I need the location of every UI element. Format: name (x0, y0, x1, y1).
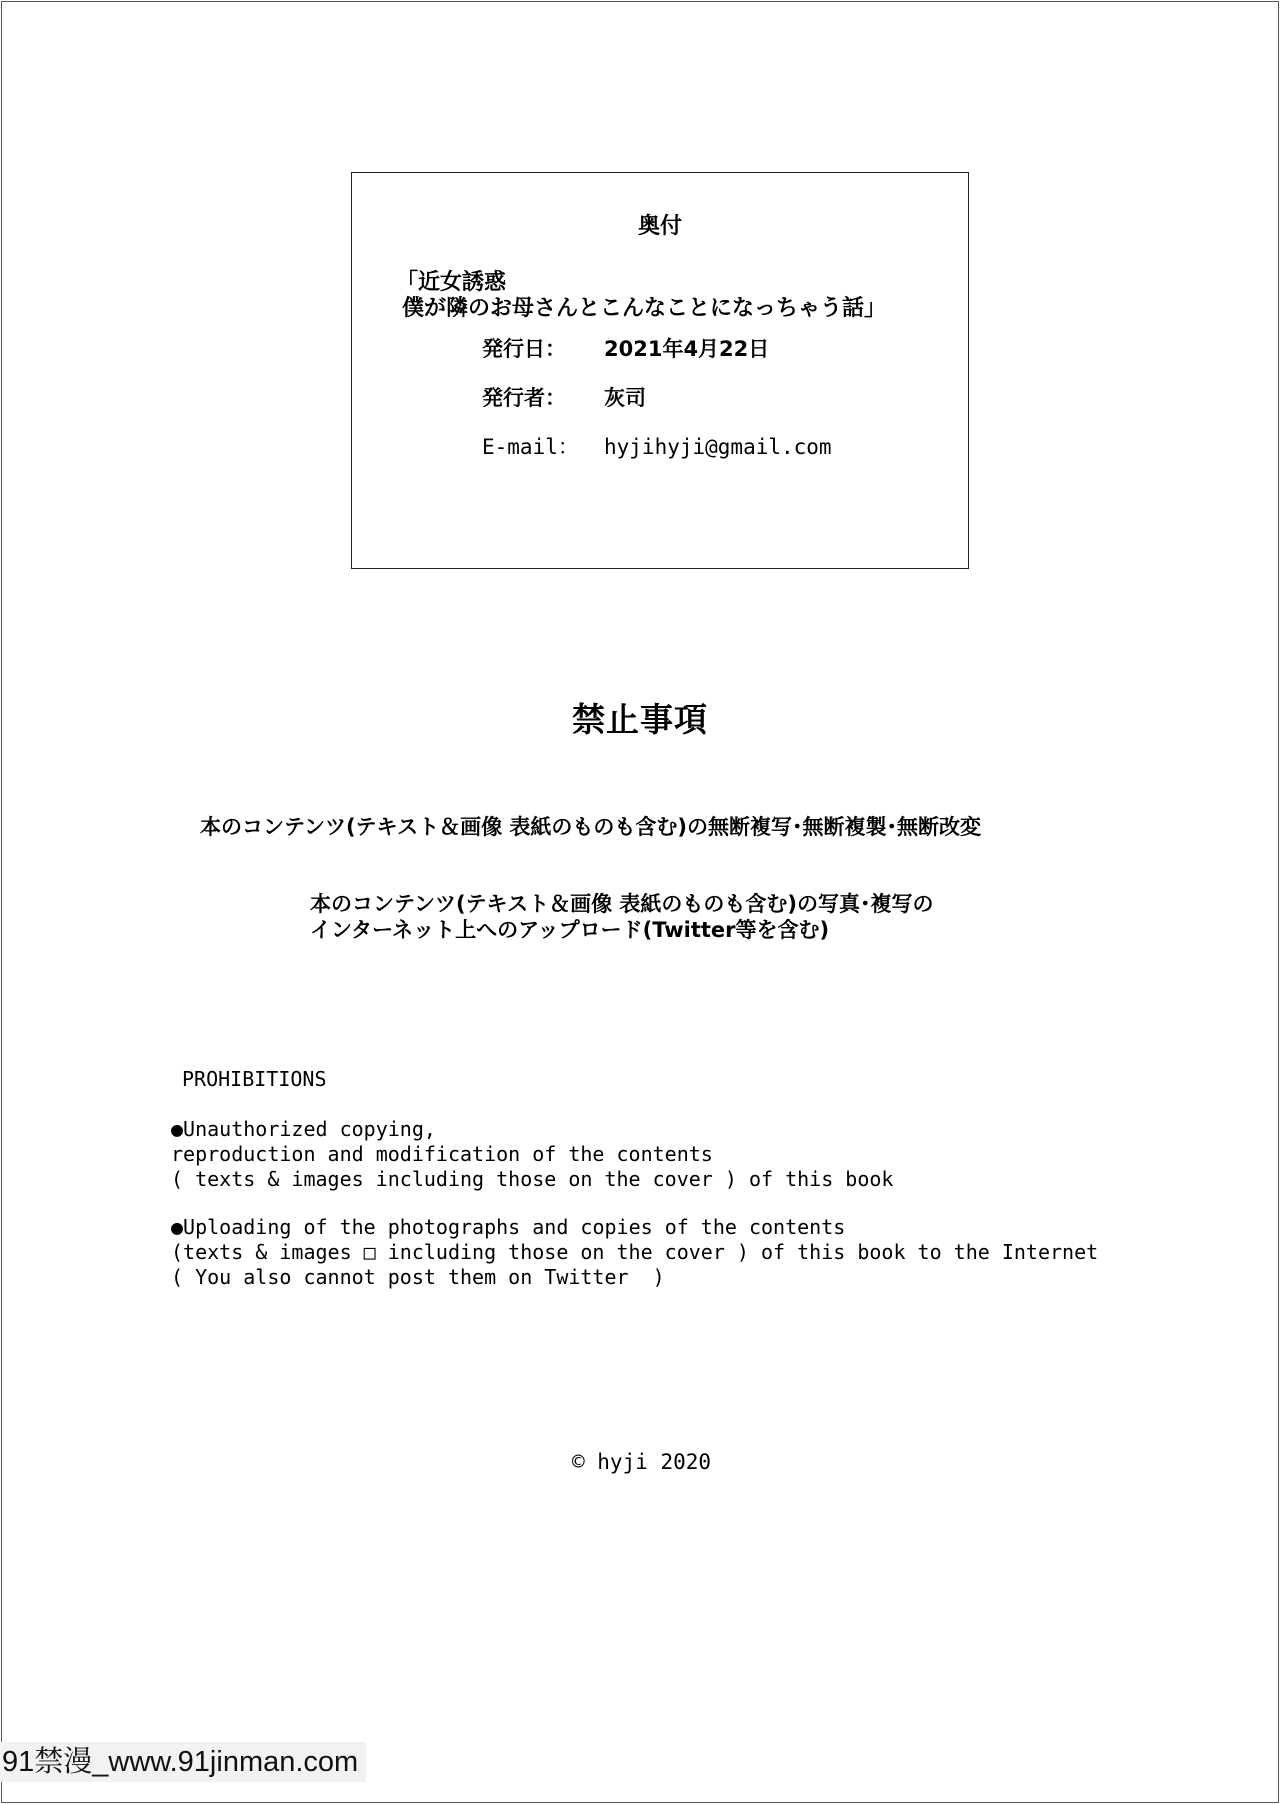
email-row (482, 431, 832, 461)
site-watermark: 91禁漫_www.91jinman.com (0, 1742, 366, 1782)
prohibition-en-item-1 (171, 1117, 893, 1192)
prohibition-en-item-2-line-1: Uploading of the photographs and copies of the contents (183, 1215, 846, 1239)
publish-date-value: 2021年4月22日 (604, 337, 770, 361)
colophon-box (351, 172, 969, 569)
prohibition-en-item-1-line-1: Unauthorized copying, (183, 1117, 436, 1141)
book-title-line-2: 僕が隣のお母さんとこんなことになっちゃう話」 (402, 296, 887, 321)
copyright: © hyji 2020 (572, 1450, 712, 1474)
book-title-line-1: 「近女誘惑 (396, 270, 507, 295)
prohibition-en-item-2 (171, 1215, 1098, 1290)
prohibitions-title-en: PROHIBITIONS (182, 1067, 327, 1091)
bullet-icon: ● (171, 1117, 184, 1141)
prohibition-jp-item-1: 本のコンテンツ(テキスト＆画像 表紙のものも含む)の無断複写･無断複製･無断改変 (200, 815, 982, 839)
publisher-label: 発行者： (482, 386, 566, 410)
prohibitions-title-jp: 禁止事項 (572, 700, 708, 739)
email-label: E-mail： (482, 435, 579, 459)
email-value: hyjihyji@gmail.com (604, 435, 832, 459)
publish-date-label: 発行日： (482, 337, 566, 361)
publisher-value: 灰司 (604, 386, 646, 410)
colophon-heading: 奥付 (637, 214, 682, 239)
prohibition-en-item-2-line-2: (texts & images □ including those on the cover ) of this book to the Internet (171, 1240, 1099, 1264)
prohibition-en-item-1-line-2: reproduction and modification of the contents (171, 1142, 713, 1166)
prohibition-en-item-2-line-3: ( You also cannot post them on Twitter ) (171, 1265, 665, 1289)
prohibition-jp-item-2-line-2: インターネット上へのアップロード(Twitter等を含む) (310, 918, 830, 942)
publish-date-row (482, 333, 769, 363)
publisher-row (482, 382, 646, 412)
bullet-icon: ● (171, 1215, 184, 1239)
prohibition-jp-item-2-line-1: 本のコンテンツ(テキスト＆画像 表紙のものも含む)の写真･複写の (310, 892, 934, 916)
prohibition-en-item-1-line-3: ( texts & images including those on the cover ) of this book (171, 1167, 894, 1191)
